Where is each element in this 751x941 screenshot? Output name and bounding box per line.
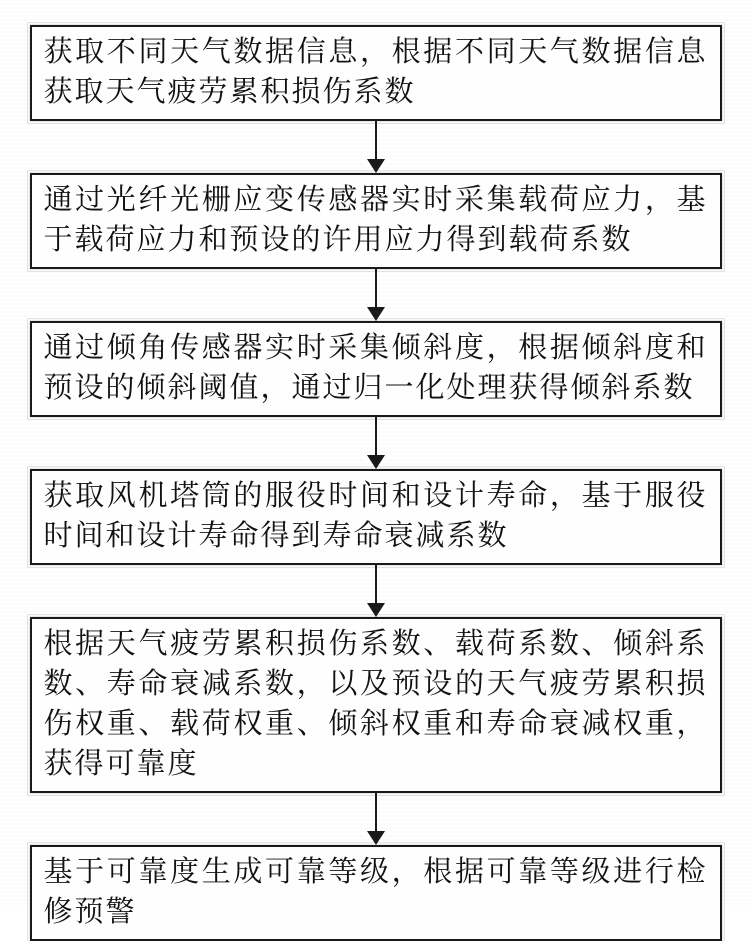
- flow-step-life-decay-coefficient: 获取风机塔筒的服役时间和设计寿命，基于服役时间和设计寿命得到寿命衰减系数: [30, 469, 722, 565]
- arrow-head: [367, 455, 385, 469]
- flow-step-load-coefficient: 通过光纤光栅应变传感器实时采集载荷应力，基于载荷应力和预设的许用应力得到载荷系数: [30, 173, 722, 269]
- arrow-shaft: [375, 269, 377, 308]
- arrow-head: [367, 307, 385, 321]
- arrow-shaft: [375, 417, 377, 456]
- down-arrow-icon: [30, 793, 722, 845]
- arrow-head: [367, 603, 385, 617]
- arrow-head: [367, 159, 385, 173]
- flow-step-maintenance-warning: 基于可靠度生成可靠等级，根据可靠等级进行检修预警: [30, 845, 722, 941]
- flowchart: [30, 25, 722, 941]
- flow-step-tilt-coefficient: 通过倾角传感器实时采集倾斜度，根据倾斜度和预设的倾斜阈值，通过归一化处理获得倾斜系数: [30, 321, 722, 417]
- flow-step-weather-coefficient: 获取不同天气数据信息，根据不同天气数据信息获取天气疲劳累积损伤系数: [30, 25, 722, 121]
- arrow-shaft: [375, 793, 377, 832]
- down-arrow-icon: [30, 417, 722, 469]
- arrow-head: [367, 831, 385, 845]
- arrow-shaft: [375, 121, 377, 160]
- down-arrow-icon: [30, 121, 722, 173]
- flow-step-reliability: 根据天气疲劳累积损伤系数、载荷系数、倾斜系数、寿命衰减系数，以及预设的天气疲劳累积损伤权重、载荷权重、倾斜权重和寿命衰减权重，获得可靠度: [30, 617, 722, 793]
- down-arrow-icon: [30, 565, 722, 617]
- down-arrow-icon: [30, 269, 722, 321]
- arrow-shaft: [375, 565, 377, 604]
